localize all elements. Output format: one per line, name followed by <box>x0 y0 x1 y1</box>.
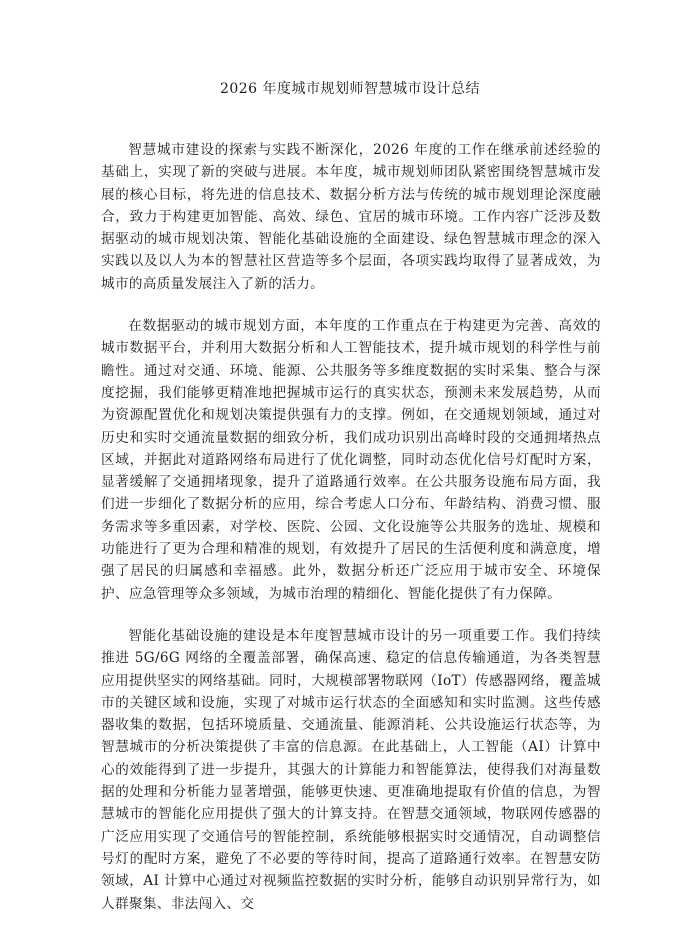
paragraph-intro: 智慧城市建设的探索与实践不断深化，2026 年度的工作在继承前述经验的基础上，实现了新的突破与进展。本年度，城市规划师团队紧密围绕智慧城市发展的核心目标，将先进的信息技术、数据分析方法与传统的城市规划理论深度融合，致力于构建更加智能、高效、绿色、宜居的城市环境。工作内容广泛涉及数据驱动的城市规划决策、智能化基础设施的全面建设、绿色智慧城市理念的深入实践以及以人为本的智慧社区营造等多个层面，各项实践均取得了显著成效，为城市的高质量发展注入了新的活力。 <box>101 142 601 292</box>
document-title: 2026 年度城市规划师智慧城市设计总结 <box>219 81 481 97</box>
paragraph-smart-infrastructure: 智能化基础设施的建设是本年度智慧城市设计的另一项重要工作。我们持续推进 5G/6G 网络的全覆盖部署，确保高速、稳定的信息传输通道，为各类智慧应用提供坚实的网络基础。同时，大规模部署物联网（IoT）传感器网络，覆盖城市的关键区域和设施，实现了对城市运行状态的全面感知和实时监测。这些传感器收集的数据，包括环境质量、交通流量、能源消耗、公共设施运行状态等，为智慧城市的分析决策提供了丰富的信息源。在此基础上，人工智能（AI）计算中心的效能得到了进一步提升，其强大的计算能力和智能算法，使得我们对海量数据的处理和分析能力显著增强，能够更快速、更准确地提取有价值的信息，为智慧城市的智能化应用提供了强大的计算支持。在智慧交通领域，物联网传感器的广泛应用实现了交通信号的智能控制，系统能够根据实时交通情况，自动调整信号灯的配时方案，避免了不必要的等待时间，提高了道路通行效率。在智慧安防领域，AI 计算中心通过对视频监控数据的实时分析，能够自动识别异常行为，如人群聚集、非法闯入、交 <box>101 627 601 912</box>
paragraph-data-driven-planning: 在数据驱动的城市规划方面，本年度的工作重点在于构建更为完善、高效的城市数据平台，并利用大数据分析和人工智能技术，提升城市规划的科学性与前瞻性。通过对交通、环境、能源、公共服务等多维度数据的实时采集、整合与深度挖掘，我们能够更精准地把握城市运行的真实状态，预测未来发展趋势，从而为资源配置优化和规划决策提供强有力的支撑。例如，在交通规划领域，通过对历史和实时交通流量数据的细致分析，我们成功识别出高峰时段的交通拥堵热点区域，并据此对道路网络布局进行了优化调整，同时动态优化信号灯配时方案，显著缓解了交通拥堵现象，提升了道路通行效率。在公共服务设施布局方面，我们进一步细化了数据分析的应用，综合考虑人口分布、年龄结构、消费习惯、服务需求等多重因素，对学校、医院、公园、文化设施等公共服务的选址、规模和功能进行了更为合理和精准的规划，有效提升了居民的生活便利度和满意度，增强了居民的归属感和幸福感。此外，数据分析还广泛应用于城市安全、环境保护、应急管理等众多领域，为城市治理的精细化、智能化提供了有力保障。 <box>101 318 601 602</box>
document-body <box>101 139 601 935</box>
